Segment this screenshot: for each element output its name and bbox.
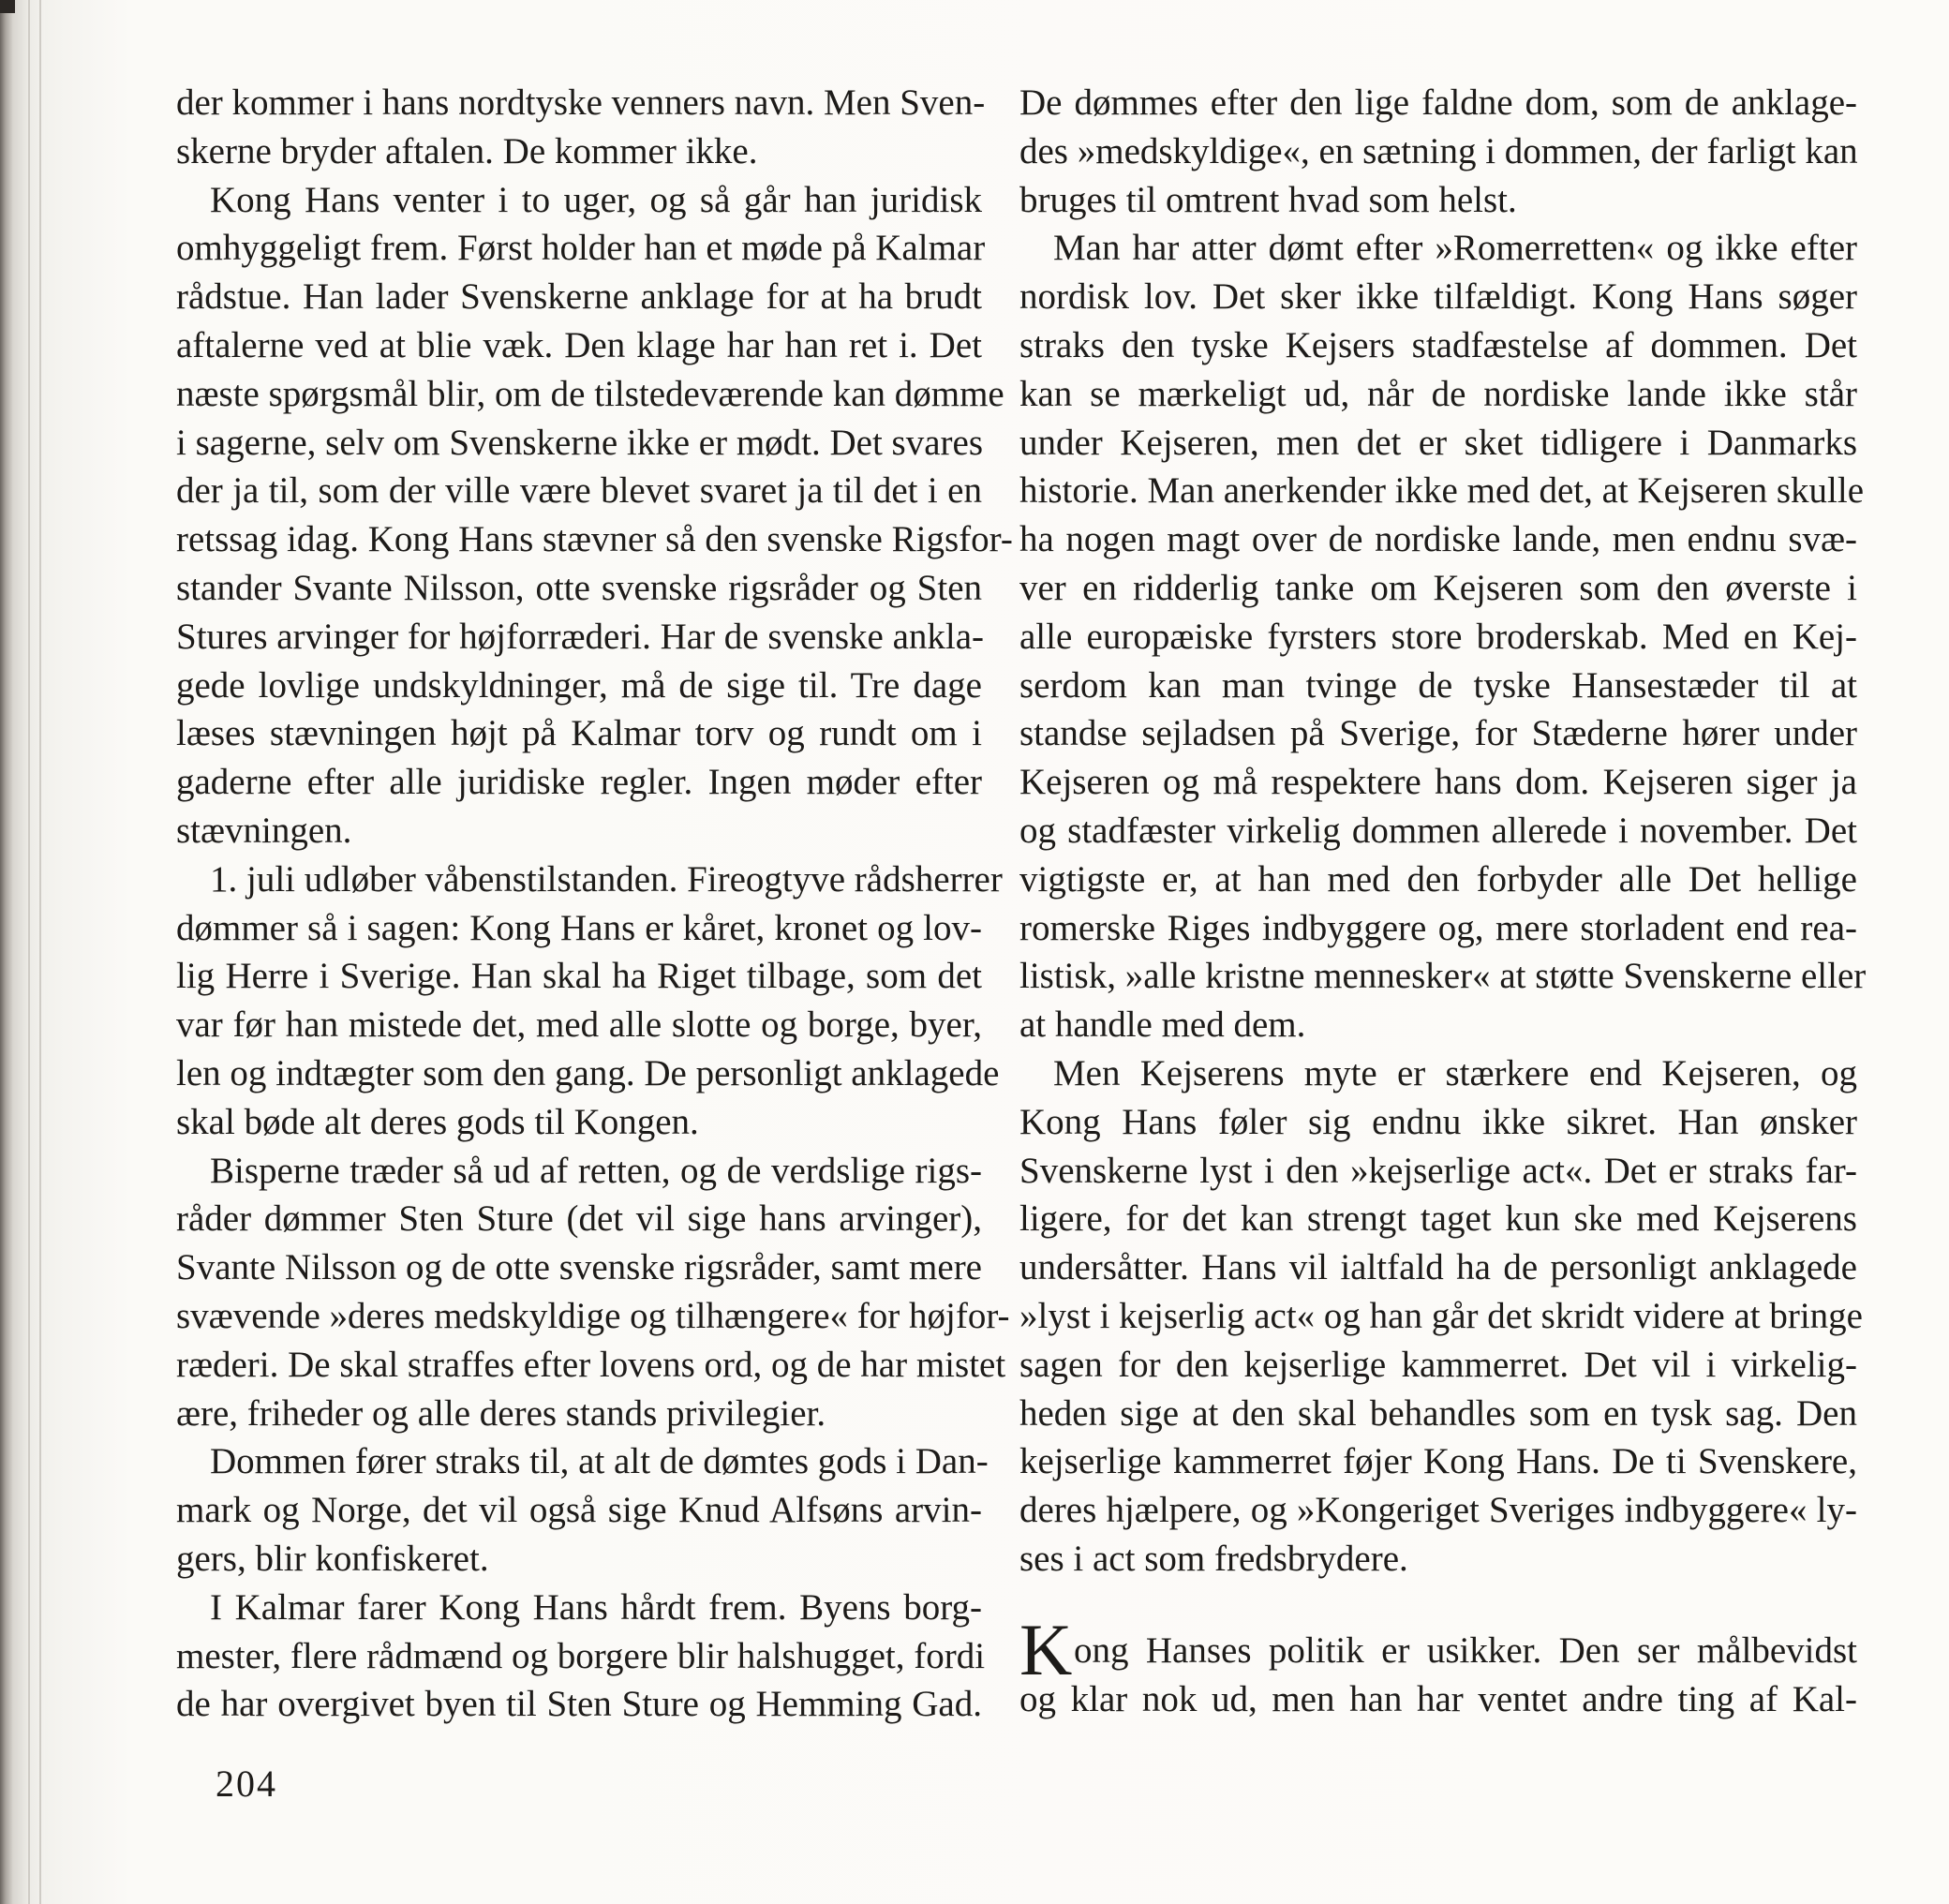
text-line: og klar nok ud, men han har ventet andre ting af Kal- [1019, 1678, 1857, 1719]
text-line: historie. Man anerkender ikke med det, at Kejseren skulle [1019, 470, 1865, 512]
text-line: råder dømmer Sten Sture (det vil sige hans arvinger), [176, 1198, 982, 1240]
text-line: Men Kejserens myte er stærkere end Kejseren, og [1053, 1052, 1857, 1093]
spine-line [39, 0, 41, 1904]
text-line: gaderne efter alle juridiske regler. Ingen møder efter [176, 762, 982, 803]
text-line: ha nogen magt over de nordiske lande, men endnu svæ- [1019, 519, 1857, 560]
text-line: deres hjælpere, og »Kongeriget Sveriges indbyggere« ly- [1019, 1490, 1857, 1531]
text-line: der ja til, som der ville være blevet svaret ja til det i en [176, 470, 982, 512]
text-line: romerske Riges indbyggere og, mere storladent end rea- [1019, 907, 1857, 948]
text-line: svævende »deres medskyldige og tilhængere« for højfor- [176, 1295, 1010, 1336]
text-line: straks den tyske Kejsers stadfæstelse af dommen. Det [1019, 324, 1857, 365]
page-number: 204 [216, 1763, 277, 1805]
text-line: undersåtter. Hans vil ialtfald ha de personligt anklagede [1019, 1247, 1857, 1288]
text-line: retssag idag. Kong Hans stævner så den svenske Rigsfor- [176, 519, 1013, 560]
text-line: ræderi. De skal straffes efter lovens ord, og de har mistet [176, 1344, 1006, 1385]
text-line: 1. juli udløber våbenstilstanden. Fireogtyve rådsherrer [210, 858, 1003, 900]
text-line: stævningen. [176, 810, 352, 851]
text-line: Dommen fører straks til, at alt de dømtes gods i Dan- [210, 1441, 989, 1482]
section-break [1019, 1584, 1857, 1627]
text-line: gede lovlige undskyldninger, må de sige til. Tre dage [176, 664, 982, 706]
text-line: Kong Hans venter i to uger, og så går han juridisk [210, 179, 982, 220]
text-line: nordisk lov. Det sker ikke tilfældigt. Kong Hans søger [1019, 276, 1857, 318]
text-line: heden sige at den skal behandles som en tysk sag. Den [1019, 1392, 1857, 1434]
text-line: og stadfæster virkelig dommen allerede i november. Det [1019, 810, 1857, 851]
text-line: standse sejladsen på Sverige, for Stæderne hører under [1019, 713, 1857, 754]
text-line: mark og Norge, det vil også sige Knud Alfsøns arvin- [176, 1490, 982, 1531]
text-line: omhyggeligt frem. Først holder han et møde på Kalmar [176, 228, 986, 269]
text-line: ses i act som fredsbrydere. [1019, 1538, 1408, 1579]
right-column [1019, 79, 1867, 1723]
text-line: kan se mærkeligt ud, når de nordiske lande ikke står [1019, 373, 1857, 414]
text-line: Bisperne træder så ud af retten, og de verdslige rigs- [210, 1150, 982, 1191]
text-line: alle europæiske fyrsters store broderskab. Med en Kej- [1019, 616, 1857, 657]
text-line [1019, 1608, 1857, 1690]
text-line: lig Herre i Sverige. Han skal ha Riget tilbage, som det [176, 956, 982, 997]
drop-cap-initial: K [1019, 1608, 1073, 1690]
text-line: listisk, »alle kristne mennesker« at støtte Svenskerne eller [1019, 956, 1867, 997]
text-line: bruges til omtrent hvad som helst. [1019, 179, 1517, 220]
text-line: rådstue. Han lader Svenskerne anklage for at ha brudt [176, 276, 982, 318]
text-line: Svenskerne lyst i den »kejserlige act«. Det er straks far- [1019, 1150, 1857, 1191]
left-column [176, 79, 1013, 1729]
text-line: Stures arvinger for højforræderi. Har de svenske ankla- [176, 616, 985, 657]
text-line: læses stævningen højt på Kalmar torv og rundt om i [176, 713, 982, 754]
text-line: gers, blir konfiskeret. [176, 1538, 489, 1579]
text-line: serdom kan man tvinge de tyske Hansestæder til at [1019, 664, 1857, 706]
text-line: skerne bryder aftalen. De kommer ikke. [176, 130, 758, 171]
text-line: var før han mistede det, med alle slotte og borge, byer, [176, 1004, 982, 1046]
text-line: Man har atter dømt efter »Romerretten« og ikke efter [1053, 228, 1857, 269]
text-line: Kejseren og må respektere hans dom. Kejseren siger ja [1019, 762, 1857, 803]
text-line: de har overgivet byen til Sten Sture og Hemming Gad. [176, 1684, 982, 1725]
text-line: len og indtægter som den gang. De personligt anklagede [176, 1052, 1000, 1093]
text-line: ver en ridderlig tanke om Kejseren som den øverste i [1019, 567, 1857, 608]
text-line: vigtigste er, at han med den forbyder alle Det hellige [1019, 858, 1857, 900]
text-line: des »medskyldige«, en sætning i dommen, der farligt kan [1019, 130, 1858, 171]
text-line: at handle med dem. [1019, 1004, 1306, 1046]
text-line: De dømmes efter den lige faldne dom, som de anklage- [1019, 82, 1857, 123]
text-line: Kong Hans føler sig endnu ikke sikret. Han ønsker [1019, 1101, 1857, 1142]
text-line: der kommer i hans nordtyske venners navn. Men Sven- [176, 82, 986, 123]
text-line: i sagerne, selv om Svenskerne ikke er mødt. Det svares [176, 422, 984, 463]
text-line: mester, flere rådmænd og borgere blir halshugget, fordi [176, 1635, 986, 1676]
text-line: I Kalmar farer Kong Hans hårdt frem. Byens borg- [210, 1586, 982, 1628]
text-line: aftalerne ved at blie væk. Den klage har han ret i. Det [176, 324, 982, 365]
text-line: Svante Nilsson og de otte svenske rigsråder, samt mere [176, 1247, 982, 1288]
text-line: skal bøde alt deres gods til Kongen. [176, 1101, 699, 1142]
text-line: ligere, for det kan strengt taget kun ske med Kejserens [1019, 1198, 1857, 1240]
text-line: stander Svante Nilsson, otte svenske rigsråder og Sten [176, 567, 982, 608]
spine-line [28, 0, 30, 1904]
drop-cap-line-text: ong Hanses politik er usikker. Den ser målbevidst [1074, 1629, 1857, 1671]
book-spine-shadow [0, 0, 45, 1904]
text-line: kejserlige kammerret føjer Kong Hans. De ti Svenskere, [1019, 1441, 1857, 1482]
text-line: sagen for den kejserlige kammerret. Det vil i virkelig- [1019, 1344, 1857, 1385]
text-line: ære, friheder og alle deres stands privilegier. [176, 1392, 826, 1434]
text-line: »lyst i kejserlig act« og han går det skridt videre at bringe [1019, 1295, 1863, 1336]
spine-edge-mark [0, 0, 15, 13]
text-line: under Kejseren, men det er sket tidligere i Danmarks [1019, 422, 1857, 463]
text-line: næste spørgsmål blir, om de tilstedeværende kan dømme [176, 373, 1004, 414]
text-line: dømmer så i sagen: Kong Hans er kåret, kronet og lov- [176, 907, 982, 948]
